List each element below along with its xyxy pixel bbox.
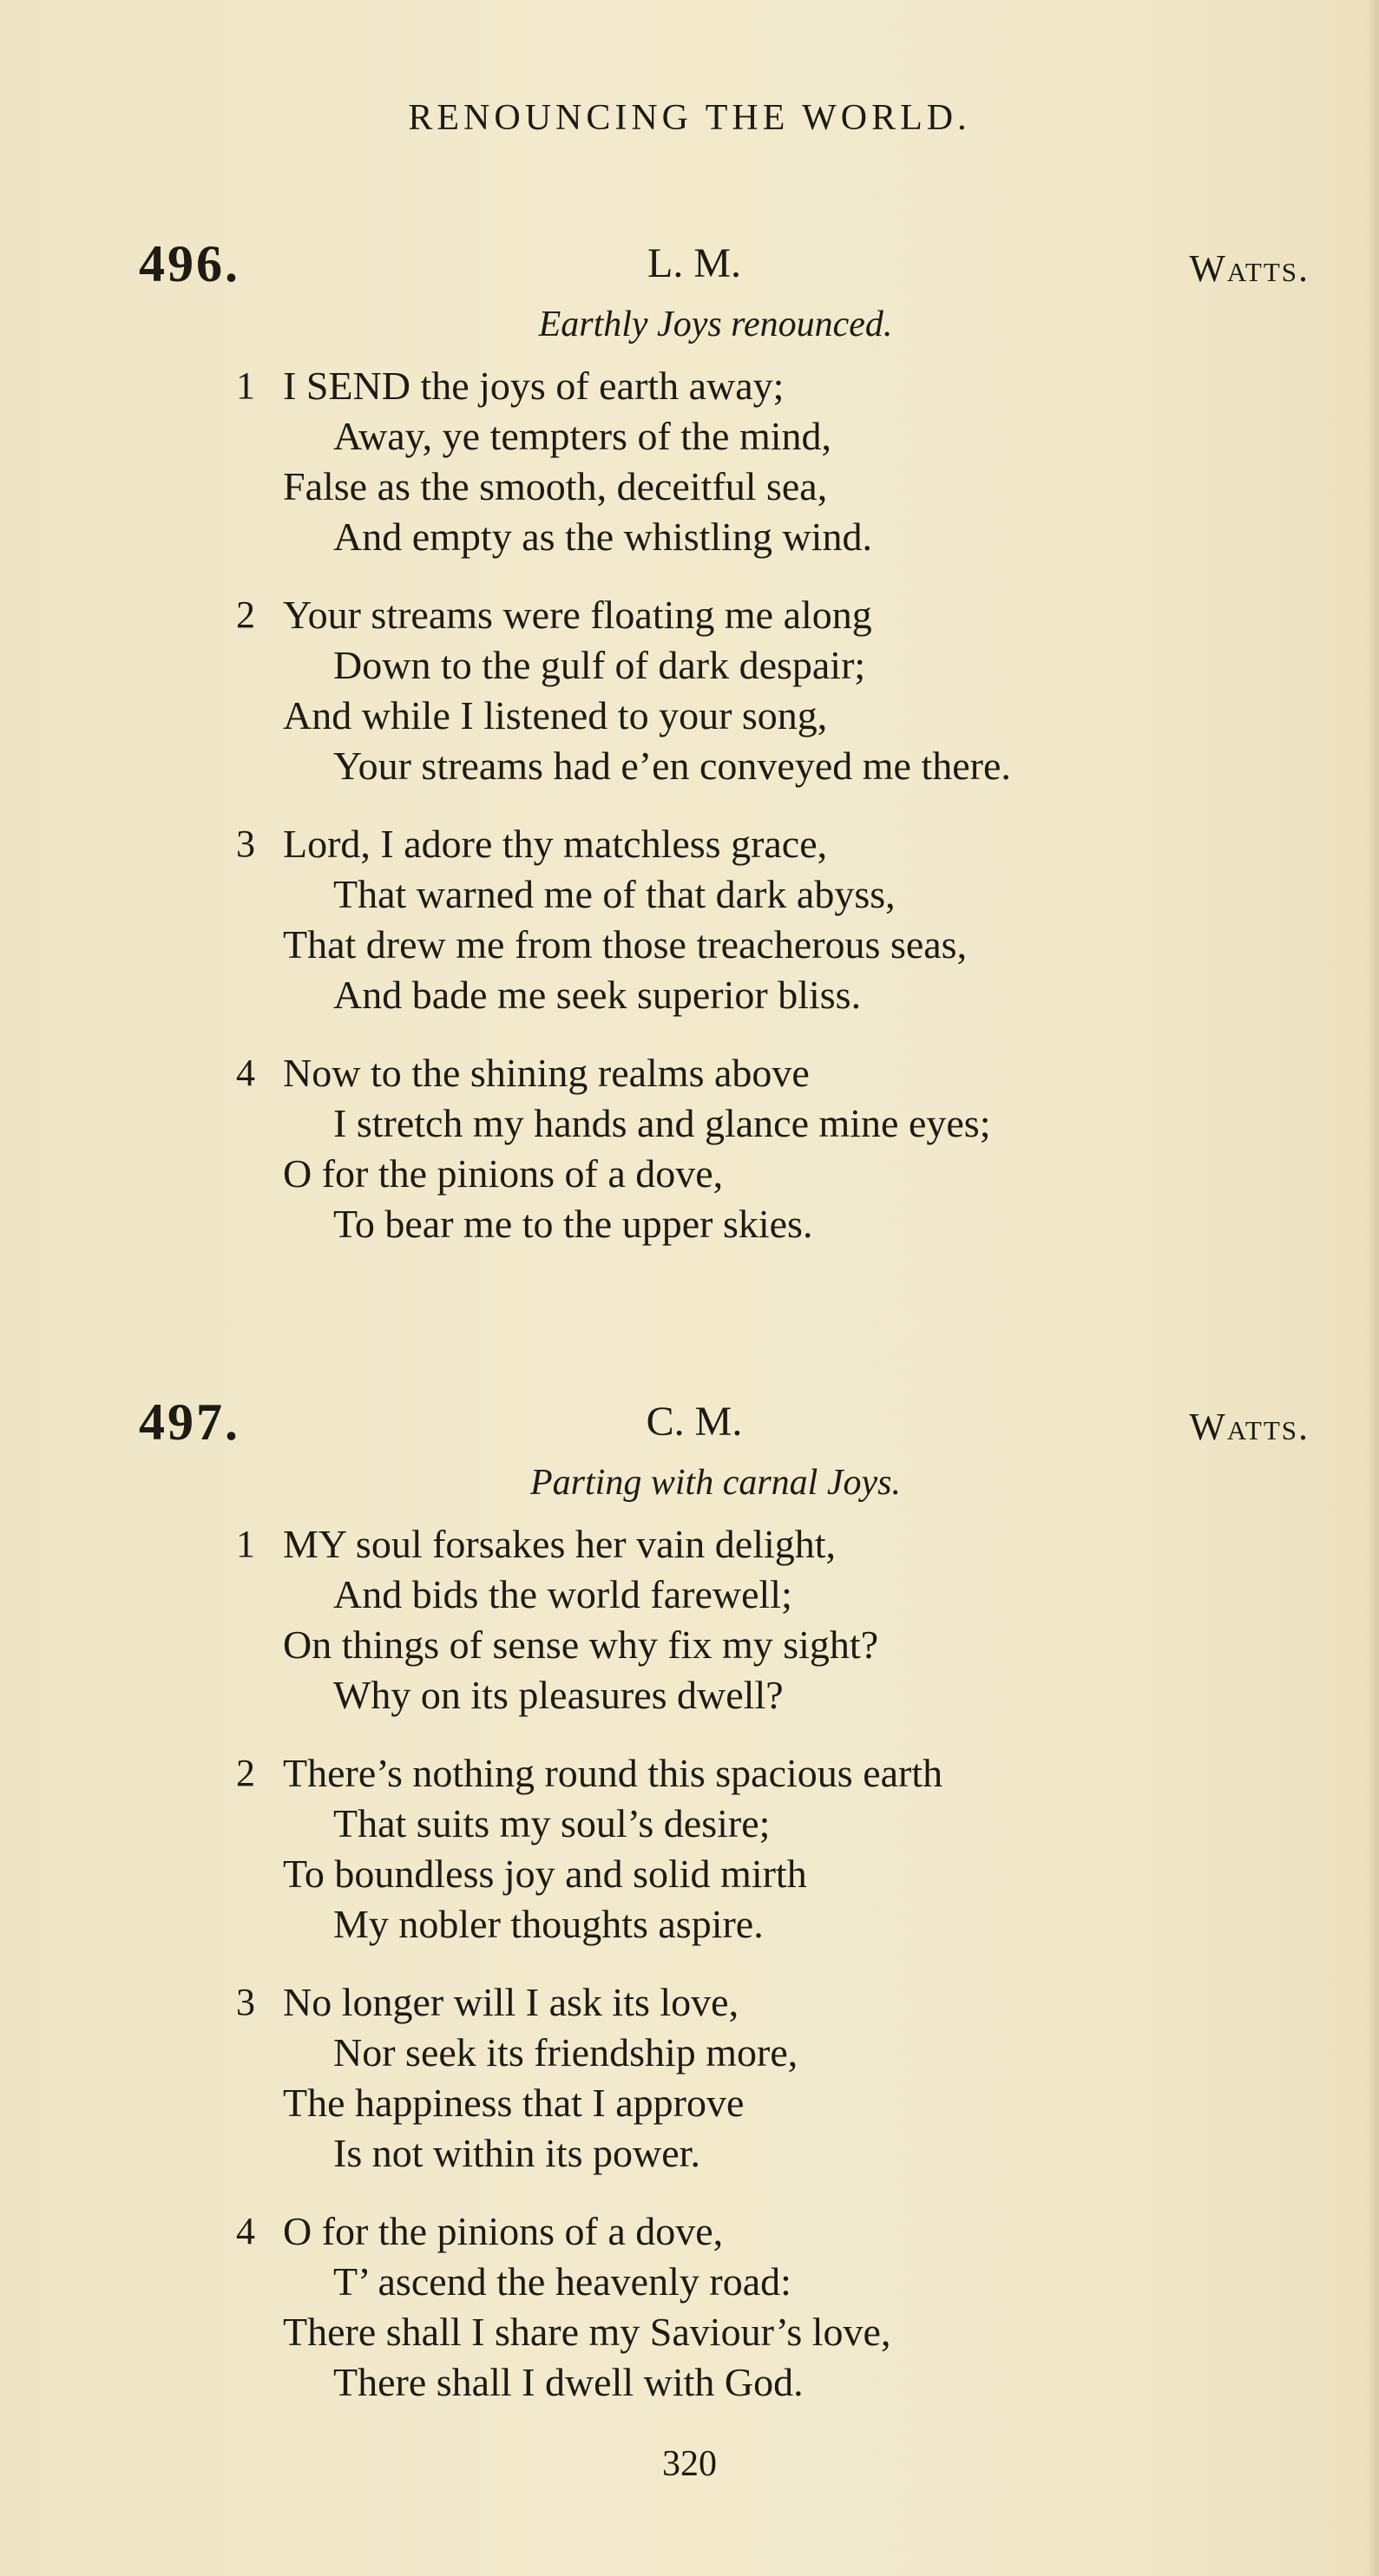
verse-line: Why on its pleasures dwell?	[333, 1673, 784, 1717]
stanza-number: 3	[236, 823, 255, 865]
verse-line: Lord, I adore thy matchless grace,	[283, 822, 828, 866]
verse-line: O for the pinions of a dove,	[283, 1151, 724, 1196]
verse-line: That drew me from those treacherous seas,	[283, 922, 968, 967]
stanza-4	[0, 2206, 1379, 2408]
verse-line: To bear me to the upper skies.	[333, 1202, 813, 1246]
stanza-number: 4	[236, 2210, 255, 2252]
verse-line: No longer will I ask its love,	[283, 1980, 739, 2024]
verse-line: There shall I dwell with God.	[333, 2360, 804, 2404]
hymn-author: Watts.	[1189, 1406, 1310, 1448]
verse-line: There shall I share my Saviour’s love,	[283, 2310, 891, 2354]
verse-line: False as the smooth, deceitful sea,	[283, 464, 828, 508]
verse-line: I SEND the joys of earth away;	[283, 364, 785, 408]
verse-line: That warned me of that dark abyss,	[333, 872, 896, 916]
hymn-number: 496.	[139, 235, 240, 292]
stanza-2	[0, 1748, 1379, 1950]
verse-line: My nobler thoughts aspire.	[333, 1902, 764, 1946]
page-number: 320	[662, 2444, 717, 2484]
hymn-title: Earthly Joys renounced.	[538, 305, 893, 344]
stanza-1	[0, 1519, 1379, 1721]
verse-line: O for the pinions of a dove,	[283, 2209, 724, 2253]
running-head: RENOUNCING THE WORLD.	[408, 98, 971, 138]
verse-line: I stretch my hands and glance mine eyes;	[333, 1101, 991, 1145]
stanza-3	[0, 1977, 1379, 2179]
stanza-number: 2	[236, 593, 255, 636]
verse-line: And bids the world farewell;	[333, 1572, 792, 1616]
hymn-497	[0, 1393, 1379, 2435]
verse-line: Your streams had e’en conveyed me there.	[333, 744, 1011, 788]
verse-line: The happiness that I approve	[283, 2081, 745, 2125]
stanza-number: 1	[236, 364, 255, 407]
stanza-4	[0, 1048, 1379, 1249]
hymn-meter: L. M.	[647, 240, 741, 286]
stanza-number: 4	[236, 1052, 255, 1094]
stanza-number: 3	[236, 1981, 255, 2023]
verse-line: Away, ye tempters of the mind,	[333, 414, 832, 458]
verse-line: Your streams were floating me along	[283, 593, 872, 637]
verse-line: On things of sense why fix my sight?	[283, 1622, 879, 1667]
verse-line: And while I listened to your song,	[283, 693, 828, 737]
stanza-2	[0, 590, 1379, 791]
hymn-header	[0, 234, 1379, 304]
stanza-number: 1	[236, 1523, 255, 1565]
stanza-3	[0, 819, 1379, 1020]
verse-line: And empty as the whistling wind.	[333, 515, 872, 559]
hymn-title: Parting with carnal Joys.	[530, 1463, 901, 1503]
verse-line: There’s nothing round this spacious earth	[283, 1751, 943, 1795]
verse-line: And bade me seek superior bliss.	[333, 973, 862, 1017]
verse-line: Down to the gulf of dark despair;	[333, 643, 866, 687]
stanza-1	[0, 361, 1379, 562]
verse-line: Is not within its power.	[333, 2131, 700, 2175]
hymn-496	[0, 234, 1379, 1277]
stanza-number: 2	[236, 1752, 255, 1794]
verse-line: That suits my soul’s desire;	[333, 1801, 771, 1845]
verse-line: MY soul forsakes her vain delight,	[283, 1522, 837, 1566]
hymn-author: Watts.	[1189, 247, 1310, 290]
verse-line: T’ ascend the heavenly road:	[333, 2259, 791, 2304]
hymn-number: 497.	[139, 1393, 240, 1451]
verse-line: Nor seek its friendship more,	[333, 2030, 798, 2075]
verse-line: Now to the shining realms above	[283, 1051, 810, 1095]
verse-line: To boundless joy and solid mirth	[283, 1852, 807, 1896]
hymn-meter: C. M.	[646, 1399, 743, 1445]
hymn-header	[0, 1393, 1379, 1462]
